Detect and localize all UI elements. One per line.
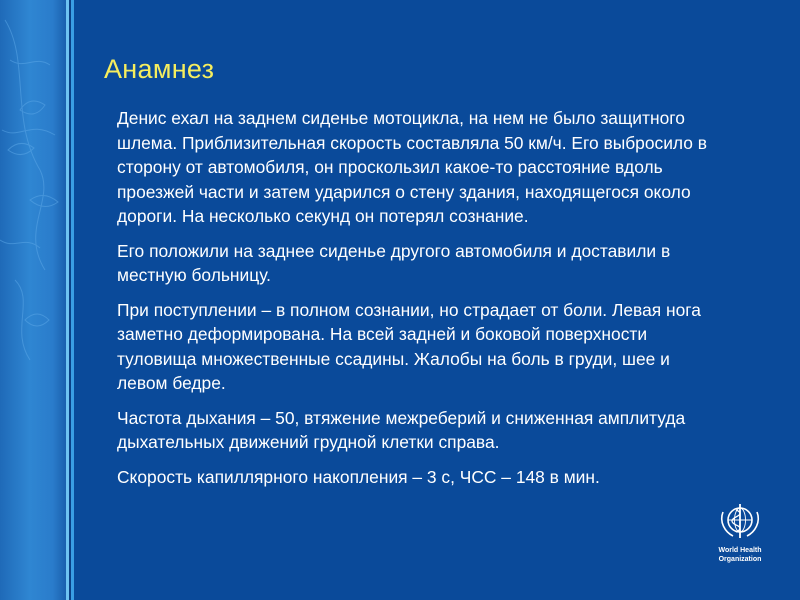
paragraph-history: Денис ехал на заднем сиденье мотоцикла, на нем не было защитного шлема. Приблизительная скорость составляла 50 км/ч. Его выбросило в сторону от автомобиля, он проскользил какое-то расстояние вдоль проезжей части и затем ударился о стену здания, находящегося около дороги. На несколько секунд он потерял сознание.: [117, 108, 707, 226]
paragraph-transport: Его положили на заднее сиденье другого автомобиля и доставили в местную больницу.: [117, 240, 671, 285]
band-light-line: [71, 0, 74, 600]
paragraph-admission: При поступлении – в полном сознании, но страдает от боли. Левая нога заметно деформирована. На всей задней и боковой поверхности туловища множественные ссадины. Жалобы на боль в груди, шее и левом бедре.: [117, 299, 701, 393]
slide-title: Анамнез: [104, 54, 215, 84]
left-decorative-band: [0, 0, 66, 600]
slide-body: [117, 106, 717, 499]
who-emblem-icon: [717, 500, 763, 544]
paragraph-circulation: Скорость капиллярного накопления – 3 с, ЧСС – 148 в мин.: [117, 466, 600, 487]
who-logo: [708, 500, 772, 564]
paragraph-breathing: Частота дыхания – 50, втяжение межреберий и сниженная амплитуда дыхательных движений грудной клетки справа.: [117, 407, 686, 452]
who-name-line2: Organization: [718, 555, 762, 563]
plant-illustration-icon: [0, 0, 66, 600]
who-name-line1: World Health: [718, 547, 762, 554]
